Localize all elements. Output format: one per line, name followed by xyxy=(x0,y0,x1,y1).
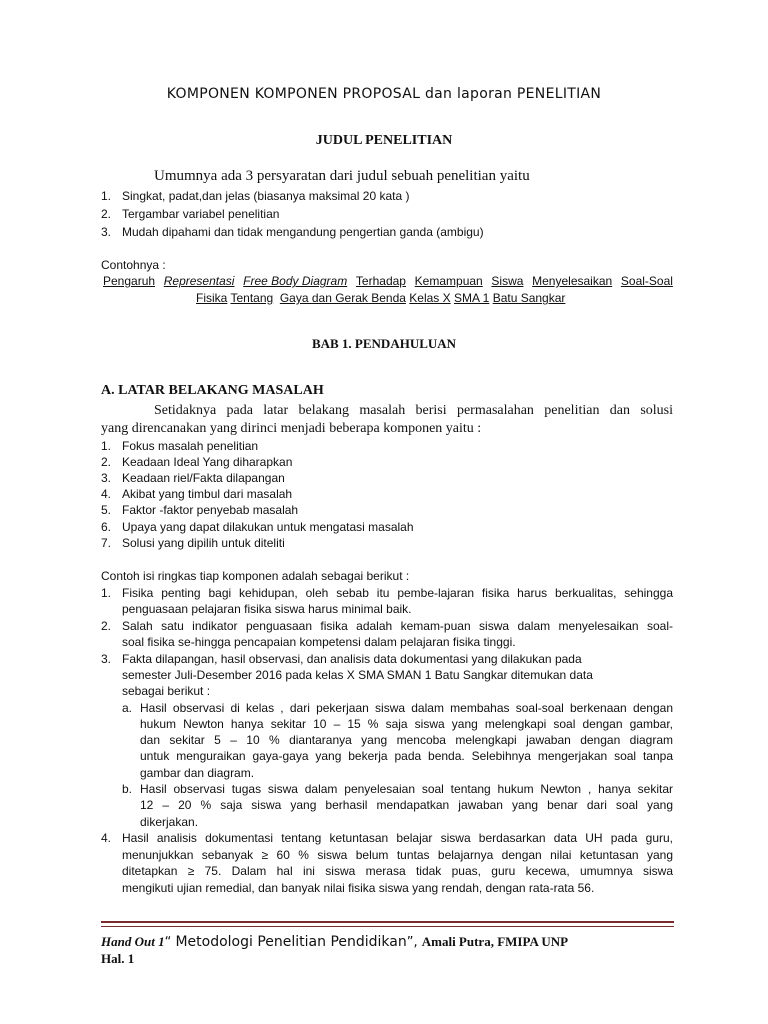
footer-handout: Hand Out 1 xyxy=(101,934,165,949)
example-label: Contohnya : xyxy=(101,258,166,272)
judul-heading: JUDUL PENELITIAN xyxy=(315,133,453,148)
example-word: Gaya dan Gerak Benda xyxy=(279,291,406,305)
footer-quote-open: “ xyxy=(164,935,176,950)
example-line: menunjukkan sebanyak ≥ 60 % siswa belum tuntas belajarnya dengan nilai ketuntasan yang xyxy=(122,848,673,862)
list-number: 3. xyxy=(101,471,112,485)
example-word: Free Body Diagram xyxy=(243,274,348,288)
example-word: Kelas X xyxy=(409,291,451,305)
sublist-line: untuk menguraikan gaya-gaya yang bekerja pada benda. Selebihnya mengerjakan soal tanpa xyxy=(140,749,673,763)
list-item: Mudah dipahami dan tidak mengandung pengertian ganda (ambigu) xyxy=(122,225,484,239)
sublist-line: Hasil observasi di kelas , dari pekerjaan siswa dalam membahas soal-soal berkenaan dengan xyxy=(140,701,673,715)
list-number: 1. xyxy=(101,439,112,453)
list-item: Faktor -faktor penyebab masalah xyxy=(122,503,299,517)
bab1-heading: BAB 1. PENDAHULUAN xyxy=(311,336,457,351)
sublist-line: hukum Newton hanya sekitar 10 – 15 % saja siswa yang melengkapi soal dengan gambar, xyxy=(140,717,673,731)
list-number: 5. xyxy=(101,503,112,517)
list-item: Akibat yang timbul dari masalah xyxy=(122,487,293,501)
example-word: Pengaruh xyxy=(103,274,156,288)
list-number: 7. xyxy=(101,536,112,550)
list-item: Fokus masalah penelitian xyxy=(122,439,259,453)
list-item: Keadaan Ideal Yang diharapkan xyxy=(122,455,293,469)
example-intro: Contoh isi ringkas tiap komponen adalah sebagai berikut : xyxy=(101,569,410,583)
footer-rule-thick xyxy=(101,921,674,923)
footer-page-number: Hal. 1 xyxy=(101,951,135,966)
list-number: 4. xyxy=(101,487,112,501)
example-word: Siswa xyxy=(491,274,524,288)
example-word: SMA 1 xyxy=(453,291,490,305)
footer-line xyxy=(101,934,568,950)
sublist-letter: b. xyxy=(122,782,133,796)
list-item: Upaya yang dapat dilakukan untuk mengatasi masalah xyxy=(122,520,414,534)
list-item: Tergambar variabel penelitian xyxy=(122,207,280,221)
judul-intro: Umumnya ada 3 persyaratan dari judul sebuah penelitian yaitu xyxy=(154,168,530,184)
list-item: Singkat, padat,dan jelas (biasanya maksimal 20 kata ) xyxy=(122,189,410,203)
example-line: mengikuti ujian remedial, dan banyak nilai fisika siswa yang rendah, dengan rata-rata 56. xyxy=(122,881,595,895)
background-paragraph-line: yang direncanakan yang dirinci menjadi beberapa komponen yaitu : xyxy=(101,421,482,436)
footer-author: Amali Putra, FMIPA UNP xyxy=(421,934,569,949)
footer-quote-close: ”, xyxy=(406,935,422,950)
example-line: Fakta dilapangan, hasil observasi, dan analisis data dokumentasi yang dilakukan pada xyxy=(122,652,582,666)
footer-rule-thin xyxy=(101,926,674,927)
example-word: Menyelesaikan xyxy=(532,274,613,288)
sublist-line: Hasil observasi tugas siswa dalam penyelesaian soal tentang hukum Newton , hanya sekitar xyxy=(140,782,673,796)
example-word: Representasi xyxy=(163,274,235,288)
list-number: 2. xyxy=(101,207,112,221)
example-word: Tentang xyxy=(230,291,274,305)
list-number: 3. xyxy=(101,652,112,666)
example-line: Hasil analisis dokumentasi tentang ketuntasan belajar siswa berdasarkan data UH pada guru, xyxy=(122,831,673,845)
sublist-line: 12 – 20 % saja siswa yang berhasil mendapatkan jawaban yang benar dari soal yang xyxy=(140,798,673,812)
list-item: Keadaan riel/Fakta dilapangan xyxy=(122,471,285,485)
list-number: 6. xyxy=(101,520,112,534)
background-paragraph-line: Setidaknya pada latar belakang masalah berisi permasalahan penelitian dan solusi xyxy=(154,403,673,418)
list-number: 1. xyxy=(101,586,112,600)
list-number: 2. xyxy=(101,455,112,469)
sublist-letter: a. xyxy=(122,701,133,715)
document-title: KOMPONEN KOMPONEN PROPOSAL dan laporan PENELITIAN xyxy=(166,86,602,102)
example-line: penguasaan pelajaran fisika siswa harus minimal baik. xyxy=(122,602,412,616)
example-word: Batu Sangkar xyxy=(492,291,566,305)
example-word: Soal-Soal xyxy=(620,274,673,288)
example-line: Fisika penting bagi kehidupan, oleh sebab itu pembe-lajaran fisika harus berkualitas, sehingga xyxy=(122,586,673,600)
example-line: sebagai berikut : xyxy=(122,684,211,698)
example-line: Salah satu indikator penguasaan fisika adalah kemam-puan siswa dalam menyelesaikan soal- xyxy=(122,619,673,633)
example-line: soal fisika se-hingga pencapaian kompetensi dalam pelajaran fisika tinggi. xyxy=(122,635,516,649)
sublist-line: gambar dan diagram. xyxy=(140,766,255,780)
example-title-line-2 xyxy=(196,291,565,305)
sublist-line: dikerjakan. xyxy=(140,815,199,829)
example-word: Fisika xyxy=(196,291,228,305)
list-number: 4. xyxy=(101,831,112,845)
list-number: 2. xyxy=(101,619,112,633)
section-a-heading: A. LATAR BELAKANG MASALAH xyxy=(101,383,324,398)
example-word: Kemampuan xyxy=(414,274,483,288)
example-word: Terhadap xyxy=(355,274,406,288)
list-number: 3. xyxy=(101,225,112,239)
footer-course: Metodologi Penelitian Pendidikan xyxy=(175,934,407,950)
example-line: ditetapkan ≥ 75. Dalam hal ini siswa merasa tidak puas, guru kecewa, umumnya siswa xyxy=(122,864,673,878)
list-item: Solusi yang dipilih untuk diteliti xyxy=(122,536,285,550)
sublist-line: dan sekitar 5 – 10 % diantaranya yang mencoba melengkapi jawaban dengan diagram xyxy=(140,733,673,747)
list-number: 1. xyxy=(101,189,112,203)
example-line: semester Juli-Desember 2016 pada kelas X SMA SMAN 1 Batu Sangkar ditemukan data xyxy=(122,668,593,682)
example-title-line-1 xyxy=(103,274,673,288)
